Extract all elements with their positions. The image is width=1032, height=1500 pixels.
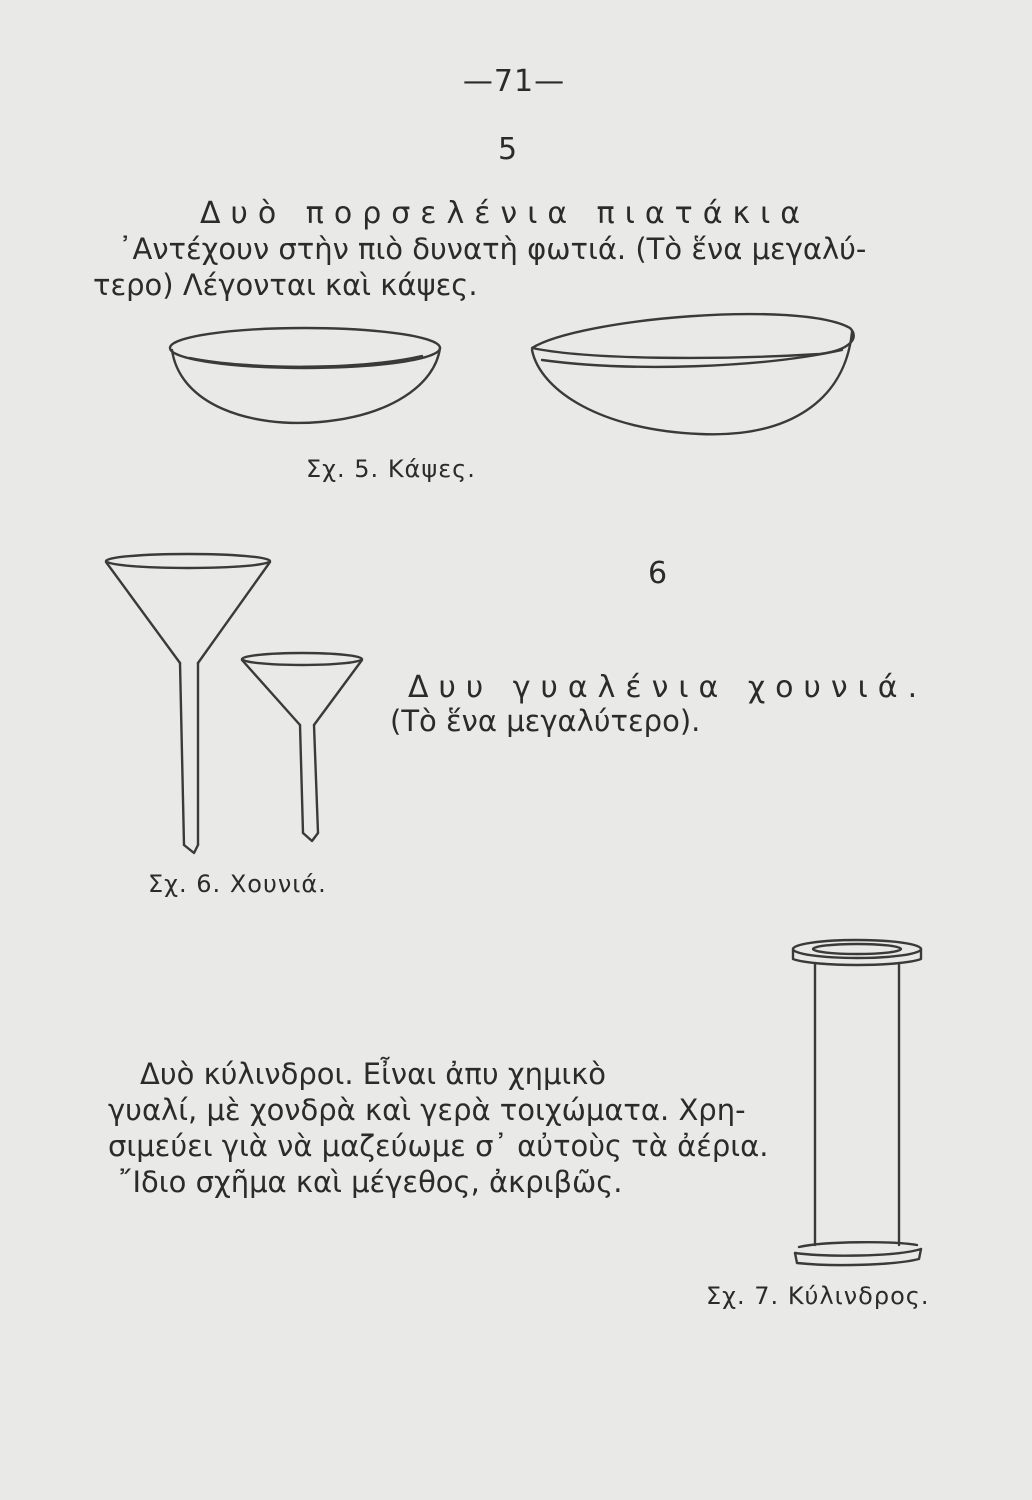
- page-number: —71—: [462, 64, 566, 99]
- section7-line-1: Δυὸ κύλινδροι. Εἶναι ἀπυ χημικὸ: [140, 1057, 607, 1091]
- crucibles-figure: [160, 310, 870, 450]
- section6-title: Δυυ γυαλένια χουνιά.: [408, 670, 928, 705]
- figure-6-caption: Σχ. 6. Χουνιά.: [148, 870, 327, 898]
- figure-7-caption: Σχ. 7. Κύλινδρος.: [706, 1282, 930, 1310]
- section-number-6: 6: [648, 556, 668, 591]
- small-funnel-drawing: [242, 653, 362, 841]
- cylinder-drawing: [793, 940, 921, 1265]
- large-crucible-drawing: [532, 314, 854, 434]
- section7-line-2: γυαλί, μὲ χονδρὰ καὶ γερὰ τοιχώματα. Χρη-: [108, 1093, 746, 1127]
- large-funnel-drawing: [106, 554, 270, 853]
- section5-line-2: τερο) Λέγονται καὶ κάψες.: [93, 268, 478, 302]
- section5-title: Δυὸ πορσελένια πιατάκια: [200, 196, 811, 231]
- section7-line-3: σιμεύει γιὰ νὰ μαζεύωμε σ᾽ αὐτοὺς τὰ ἀέρια.: [108, 1129, 769, 1163]
- funnels-figure: [100, 545, 380, 865]
- small-crucible-drawing: [170, 328, 440, 423]
- section7-line-4: ῎Ιδιο σχῆμα καὶ μέγεθος, ἀκριβῶς.: [118, 1165, 623, 1199]
- section6-line: (Τὸ ἕνα μεγαλύτερο).: [390, 704, 701, 738]
- figure-5-caption: Σχ. 5. Κάψες.: [306, 455, 476, 483]
- cylinder-figure: [785, 935, 935, 1275]
- section5-line-1: ᾿Αντέχουν στὴν πιὸ δυνατὴ φωτιά. (Τὸ ἕνα μεγαλύ-: [118, 232, 867, 266]
- section-number-5: 5: [498, 132, 518, 167]
